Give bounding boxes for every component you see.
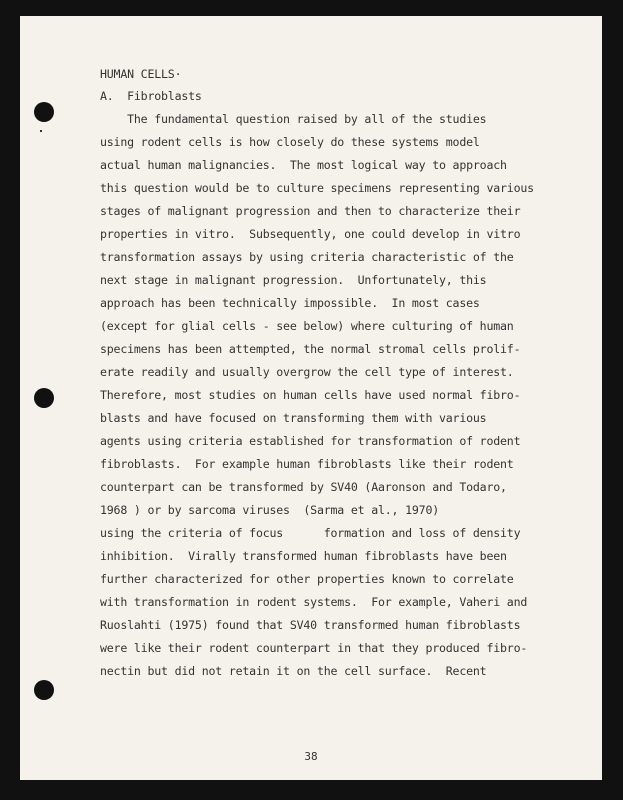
binder-hole	[34, 680, 54, 700]
document-page	[20, 16, 602, 780]
text-line: further characterized for other properties known to correlate	[100, 572, 514, 586]
text-line: nectin but did not retain it on the cell surface. Recent	[100, 664, 487, 678]
text-line: using rodent cells is how closely do these systems model	[100, 135, 480, 149]
text-line: Therefore, most studies on human cells have used normal fibro-	[100, 388, 521, 402]
text-line: stages of malignant progression and then to characterize their	[100, 204, 521, 218]
text-line: The fundamental question raised by all of the studies	[100, 112, 487, 126]
body-text	[100, 63, 560, 683]
text-line: fibroblasts. For example human fibroblasts like their rodent	[100, 457, 514, 471]
binder-hole	[34, 102, 54, 122]
text-line: agents using criteria established for transformation of rodent	[100, 434, 521, 448]
text-line: transformation assays by using criteria characteristic of the	[100, 250, 514, 264]
text-line: this question would be to culture specimens representing various	[100, 181, 534, 195]
text-line: blasts and have focused on transforming them with various	[100, 411, 487, 425]
section-heading: HUMAN CELLS·	[100, 67, 182, 81]
text-line: actual human malignancies. The most logical way to approach	[100, 158, 507, 172]
text-line: erate readily and usually overgrow the cell type of interest.	[100, 365, 514, 379]
speck-mark	[40, 130, 42, 132]
text-line: specimens has been attempted, the normal stromal cells prolif-	[100, 342, 521, 356]
text-line: using the criteria of focus formation and loss of density	[100, 526, 521, 540]
text-line: next stage in malignant progression. Unfortunately, this	[100, 273, 487, 287]
binder-hole	[34, 388, 54, 408]
text-line: 1968 ) or by sarcoma viruses (Sarma et al., 1970)	[100, 503, 440, 517]
text-line: with transformation in rodent systems. For example, Vaheri and	[100, 595, 528, 609]
text-line: were like their rodent counterpart in that they produced fibro-	[100, 641, 528, 655]
text-line: Ruoslahti (1975) found that SV40 transformed human fibroblasts	[100, 618, 521, 632]
subsection-heading: A. Fibroblasts	[100, 89, 202, 103]
page-number: 38	[304, 750, 318, 763]
text-line: properties in vitro. Subsequently, one could develop in vitro	[100, 227, 521, 241]
text-line: (except for glial cells - see below) where culturing of human	[100, 319, 514, 333]
text-line: approach has been technically impossible. In most cases	[100, 296, 480, 310]
text-line: inhibition. Virally transformed human fibroblasts have been	[100, 549, 507, 563]
text-line: counterpart can be transformed by SV40 (Aaronson and Todaro,	[100, 480, 507, 494]
